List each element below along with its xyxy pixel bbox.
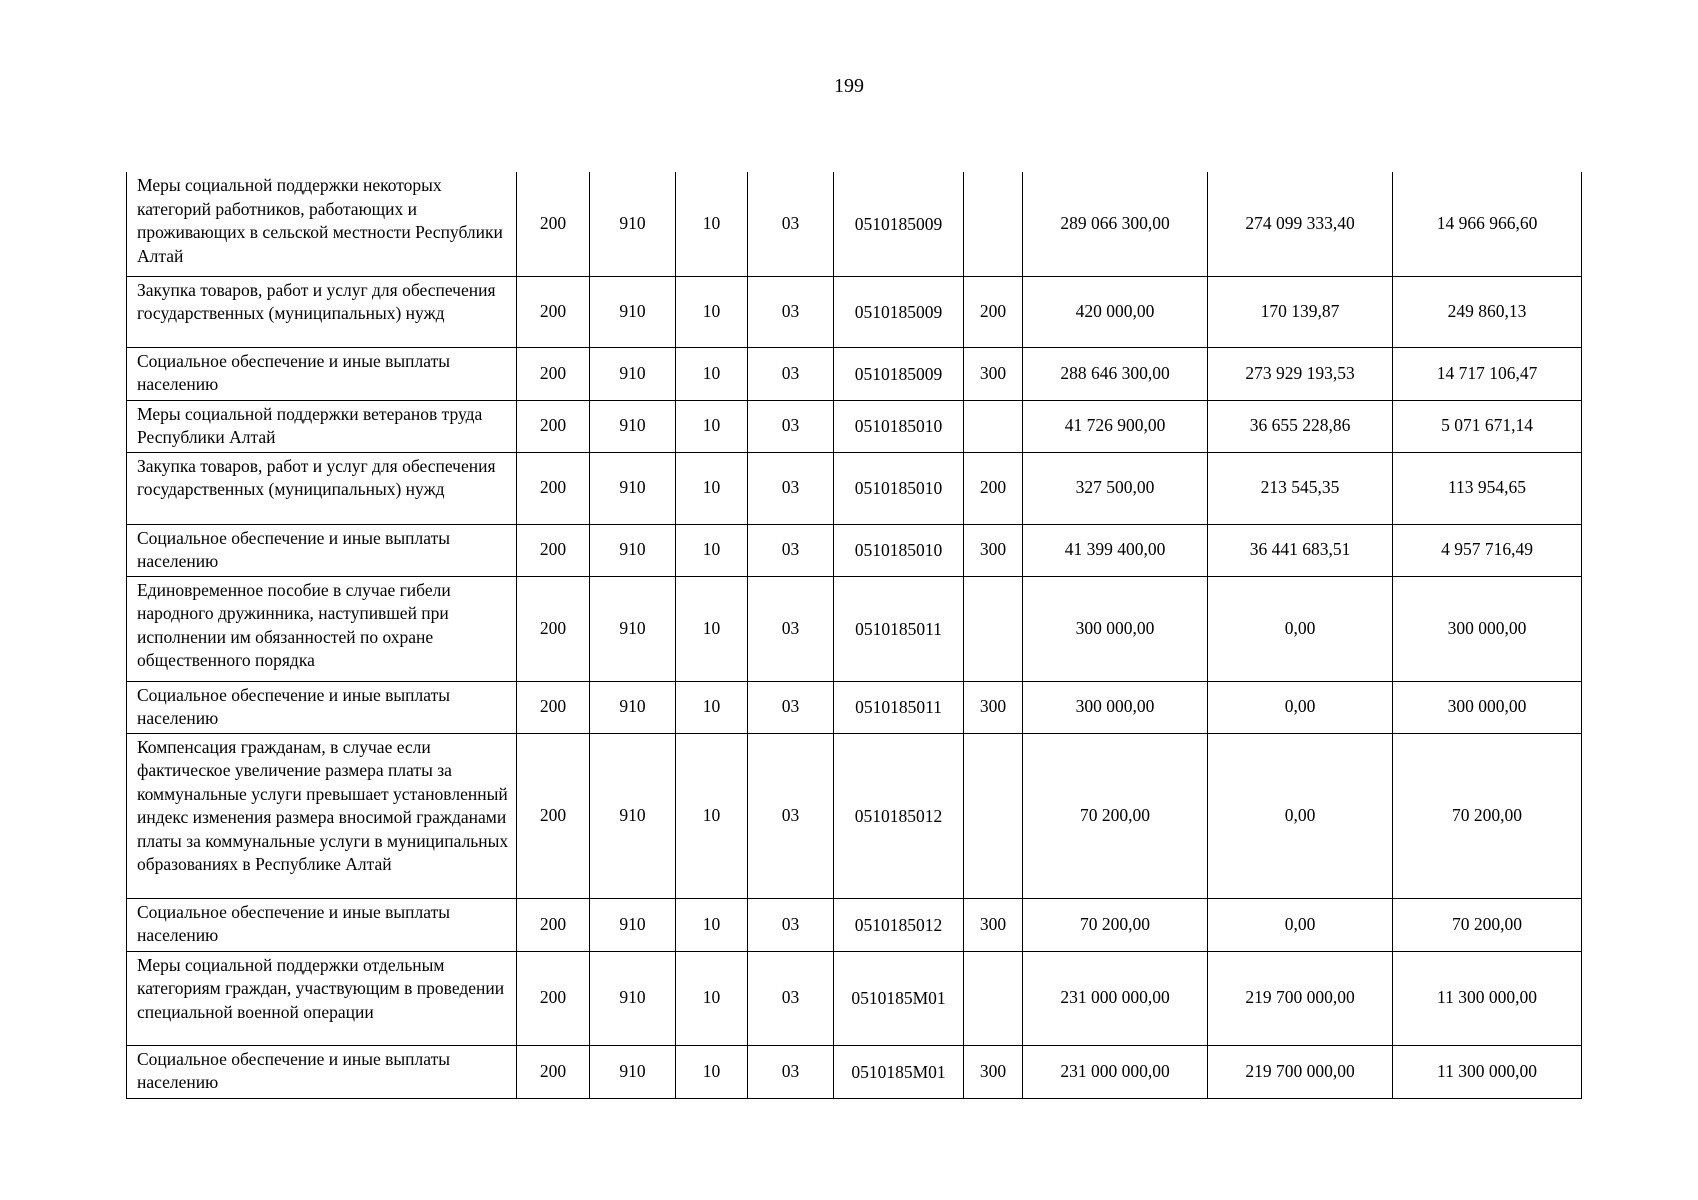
row-col-3: 10 (676, 681, 748, 733)
row-plan: 231 000 000,00 (1023, 1045, 1208, 1098)
row-plan: 41 726 900,00 (1023, 400, 1208, 452)
row-col-1: 200 (517, 347, 590, 400)
row-name: Закупка товаров, работ и услуг для обеспечения государственных (муниципальных) нужд (127, 276, 517, 347)
table-row (127, 681, 1582, 733)
row-target-code: 0510185012 (834, 898, 964, 951)
row-target-code: 0510185011 (834, 681, 964, 733)
row-col-2: 910 (590, 400, 676, 452)
row-expense-type (964, 172, 1023, 276)
row-col-3: 10 (676, 400, 748, 452)
row-target-code: 0510185M01 (834, 1045, 964, 1098)
row-col-3: 10 (676, 733, 748, 898)
row-col-3: 10 (676, 576, 748, 681)
row-col-3: 10 (676, 524, 748, 576)
row-col-4: 03 (748, 1045, 834, 1098)
row-col-1: 200 (517, 524, 590, 576)
row-col-3: 10 (676, 898, 748, 951)
row-target-code: 0510185009 (834, 172, 964, 276)
row-rest: 14 717 106,47 (1393, 347, 1582, 400)
row-col-2: 910 (590, 898, 676, 951)
row-target-code: 0510185011 (834, 576, 964, 681)
row-plan: 70 200,00 (1023, 898, 1208, 951)
row-expense-type: 200 (964, 452, 1023, 524)
row-fact: 213 545,35 (1208, 452, 1393, 524)
row-col-2: 910 (590, 347, 676, 400)
row-col-1: 200 (517, 733, 590, 898)
row-expense-type (964, 733, 1023, 898)
row-name: Единовременное пособие в случае гибели народного дружинника, наступившей при исполнении им обязанностей по охране общественного порядка (127, 576, 517, 681)
row-target-code: 0510185010 (834, 524, 964, 576)
row-name: Социальное обеспечение и иные выплаты населению (127, 681, 517, 733)
row-fact: 219 700 000,00 (1208, 1045, 1393, 1098)
row-col-1: 200 (517, 1045, 590, 1098)
row-fact: 0,00 (1208, 733, 1393, 898)
row-name: Меры социальной поддержки ветеранов труда Республики Алтай (127, 400, 517, 452)
row-col-3: 10 (676, 172, 748, 276)
row-fact: 36 441 683,51 (1208, 524, 1393, 576)
table-row (127, 576, 1582, 681)
row-col-3: 10 (676, 951, 748, 1045)
row-col-4: 03 (748, 681, 834, 733)
row-col-3: 10 (676, 452, 748, 524)
row-fact: 274 099 333,40 (1208, 172, 1393, 276)
table-row (127, 452, 1582, 524)
row-expense-type: 300 (964, 681, 1023, 733)
row-plan: 300 000,00 (1023, 576, 1208, 681)
row-col-1: 200 (517, 452, 590, 524)
table-row (127, 733, 1582, 898)
row-expense-type: 200 (964, 276, 1023, 347)
row-fact: 170 139,87 (1208, 276, 1393, 347)
row-expense-type: 300 (964, 1045, 1023, 1098)
row-plan: 231 000 000,00 (1023, 951, 1208, 1045)
row-col-4: 03 (748, 951, 834, 1045)
row-col-4: 03 (748, 576, 834, 681)
row-name: Меры социальной поддержки некоторых категорий работников, работающих и проживающих в сельской местности Республики Алтай (127, 172, 517, 276)
row-col-4: 03 (748, 452, 834, 524)
row-col-3: 10 (676, 347, 748, 400)
table-row (127, 951, 1582, 1045)
row-col-4: 03 (748, 898, 834, 951)
row-fact: 219 700 000,00 (1208, 951, 1393, 1045)
row-expense-type: 300 (964, 898, 1023, 951)
row-plan: 420 000,00 (1023, 276, 1208, 347)
row-col-1: 200 (517, 951, 590, 1045)
row-col-2: 910 (590, 524, 676, 576)
row-fact: 36 655 228,86 (1208, 400, 1393, 452)
row-name: Компенсация гражданам, в случае если фактическое увеличение размера платы за коммунальные услуги превышает установленный индекс изменения размера вносимой гражданами платы за коммунальные услуги в муниципальных образованиях в Республике Алтай (127, 733, 517, 898)
row-col-2: 910 (590, 951, 676, 1045)
row-target-code: 0510185010 (834, 400, 964, 452)
row-plan: 300 000,00 (1023, 681, 1208, 733)
row-col-1: 200 (517, 898, 590, 951)
row-expense-type (964, 576, 1023, 681)
row-col-2: 910 (590, 276, 676, 347)
row-col-2: 910 (590, 1045, 676, 1098)
row-plan: 41 399 400,00 (1023, 524, 1208, 576)
row-rest: 300 000,00 (1393, 681, 1582, 733)
row-col-1: 200 (517, 400, 590, 452)
row-col-2: 910 (590, 576, 676, 681)
row-name: Социальное обеспечение и иные выплаты населению (127, 524, 517, 576)
table-row (127, 172, 1582, 276)
row-target-code: 0510185009 (834, 347, 964, 400)
row-expense-type (964, 400, 1023, 452)
row-col-4: 03 (748, 347, 834, 400)
row-fact: 0,00 (1208, 898, 1393, 951)
row-name: Социальное обеспечение и иные выплаты населению (127, 347, 517, 400)
row-col-2: 910 (590, 681, 676, 733)
row-target-code: 0510185M01 (834, 951, 964, 1045)
row-expense-type: 300 (964, 524, 1023, 576)
row-rest: 4 957 716,49 (1393, 524, 1582, 576)
table-row (127, 898, 1582, 951)
row-col-1: 200 (517, 576, 590, 681)
row-col-4: 03 (748, 400, 834, 452)
table-row (127, 1045, 1582, 1098)
row-rest: 5 071 671,14 (1393, 400, 1582, 452)
row-col-2: 910 (590, 733, 676, 898)
row-plan: 70 200,00 (1023, 733, 1208, 898)
row-expense-type: 300 (964, 347, 1023, 400)
row-col-3: 10 (676, 276, 748, 347)
row-rest: 11 300 000,00 (1393, 951, 1582, 1045)
row-fact: 273 929 193,53 (1208, 347, 1393, 400)
row-col-2: 910 (590, 172, 676, 276)
row-col-4: 03 (748, 172, 834, 276)
table-row (127, 400, 1582, 452)
row-col-1: 200 (517, 681, 590, 733)
row-col-4: 03 (748, 276, 834, 347)
row-col-1: 200 (517, 172, 590, 276)
row-plan: 327 500,00 (1023, 452, 1208, 524)
row-rest: 113 954,65 (1393, 452, 1582, 524)
row-rest: 11 300 000,00 (1393, 1045, 1582, 1098)
row-rest: 300 000,00 (1393, 576, 1582, 681)
row-target-code: 0510185012 (834, 733, 964, 898)
row-col-4: 03 (748, 524, 834, 576)
row-target-code: 0510185010 (834, 452, 964, 524)
row-expense-type (964, 951, 1023, 1045)
table-row (127, 524, 1582, 576)
row-rest: 70 200,00 (1393, 898, 1582, 951)
table-row (127, 347, 1582, 400)
budget-table (126, 172, 1582, 1099)
row-rest: 249 860,13 (1393, 276, 1582, 347)
page-number: 199 (834, 75, 864, 97)
row-name: Меры социальной поддержки отдельным категориям граждан, участвующим в проведении специальной военной операции (127, 951, 517, 1045)
row-name: Социальное обеспечение и иные выплаты населению (127, 898, 517, 951)
row-plan: 289 066 300,00 (1023, 172, 1208, 276)
table-row (127, 276, 1582, 347)
row-col-3: 10 (676, 1045, 748, 1098)
row-fact: 0,00 (1208, 576, 1393, 681)
row-plan: 288 646 300,00 (1023, 347, 1208, 400)
row-fact: 0,00 (1208, 681, 1393, 733)
row-col-2: 910 (590, 452, 676, 524)
row-name: Социальное обеспечение и иные выплаты населению (127, 1045, 517, 1098)
row-col-4: 03 (748, 733, 834, 898)
row-rest: 70 200,00 (1393, 733, 1582, 898)
row-rest: 14 966 966,60 (1393, 172, 1582, 276)
row-target-code: 0510185009 (834, 276, 964, 347)
row-name: Закупка товаров, работ и услуг для обеспечения государственных (муниципальных) нужд (127, 452, 517, 524)
row-col-1: 200 (517, 276, 590, 347)
